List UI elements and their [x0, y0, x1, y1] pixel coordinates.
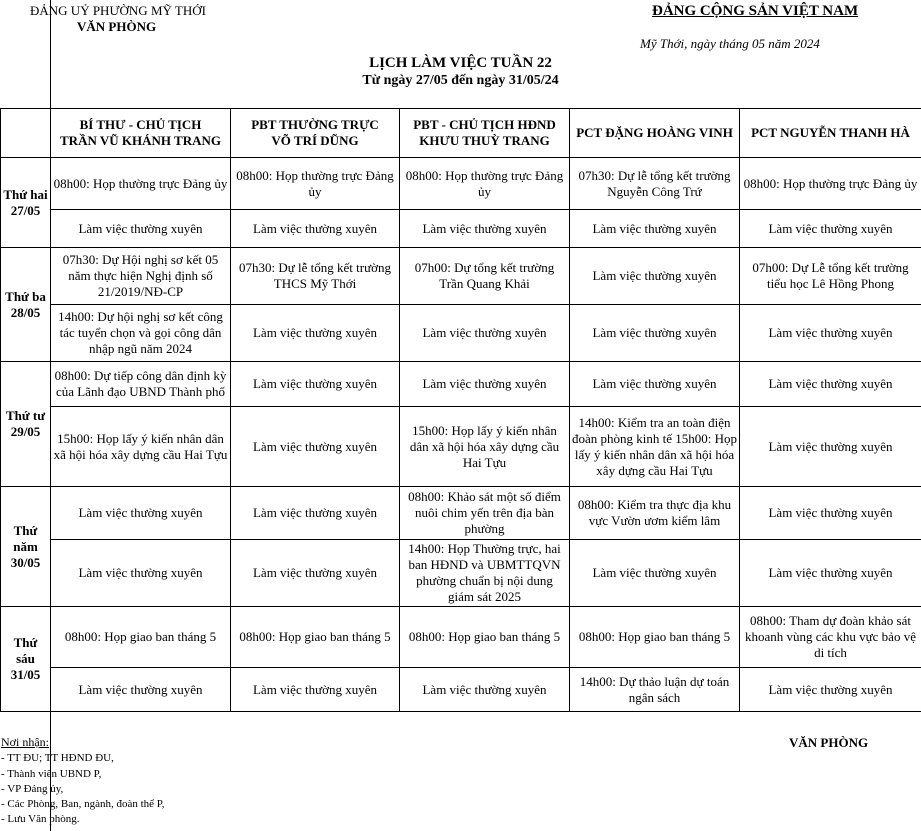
schedule-cell: 08h00: Khảo sát một số điểm nuôi chim yến trên địa bàn phường — [400, 487, 570, 540]
schedule-cell: Làm việc thường xuyên — [570, 540, 740, 607]
recipients-title: Nơi nhận: — [1, 735, 50, 749]
document-title: LỊCH LÀM VIỆC TUẦN 22 — [369, 55, 552, 71]
schedule-cell: Làm việc thường xuyên — [570, 362, 740, 407]
schedule-cell: 08h00: Họp giao ban tháng 5 — [51, 607, 231, 668]
schedule-cell: 14h00: Kiểm tra an toàn điện đoàn phòng kinh tế 15h00: Họp lấy ý kiến nhân dân xã hội hóa xây dựng cầu Hai Tựu — [570, 407, 740, 487]
schedule-cell: Làm việc thường xuyên — [740, 487, 921, 540]
day-cell: Thứ ba 28/05 — [1, 248, 51, 362]
column-header: PCT ĐẶNG HOÀNG VINH — [570, 109, 740, 158]
table-row — [1, 248, 921, 305]
schedule-cell: Làm việc thường xuyên — [740, 540, 921, 607]
table-row — [1, 210, 921, 248]
schedule-cell: Làm việc thường xuyên — [400, 362, 570, 407]
office-name: VĂN PHÒNG — [77, 19, 157, 34]
schedule-table — [0, 108, 921, 712]
recipient-item: - Lưu Văn phòng. — [1, 813, 80, 825]
schedule-cell: Làm việc thường xuyên — [740, 305, 921, 362]
schedule-cell: Làm việc thường xuyên — [570, 248, 740, 305]
schedule-cell: 07h00: Dự tổng kết trường Trần Quang Khải — [400, 248, 570, 305]
schedule-cell: 14h00: Họp Thường trực, hai ban HĐND và UBMTTQVN phường chuẩn bị nội dung giám sát 2025 — [400, 540, 570, 607]
recipient-item: - TT ĐU; TT HĐND ĐU, — [1, 752, 114, 764]
schedule-cell: Làm việc thường xuyên — [51, 540, 231, 607]
schedule-cell: Làm việc thường xuyên — [570, 305, 740, 362]
schedule-cell: Làm việc thường xuyên — [400, 210, 570, 248]
schedule-cell: Làm việc thường xuyên — [51, 210, 231, 248]
schedule-cell: 08h00: Họp giao ban tháng 5 — [231, 607, 400, 668]
table-row — [1, 305, 921, 362]
schedule-cell: Làm việc thường xuyên — [740, 407, 921, 487]
schedule-cell: 14h00: Dự hội nghị sơ kết công tác tuyển chọn và gọi công dân nhập ngũ năm 2024 — [51, 305, 231, 362]
schedule-cell: Làm việc thường xuyên — [51, 487, 231, 540]
schedule-cell: 08h00: Kiểm tra thực địa khu vực Vườn ươm kiểm lâm — [570, 487, 740, 540]
schedule-cell: 08h00: Họp giao ban tháng 5 — [400, 607, 570, 668]
schedule-cell: Làm việc thường xuyên — [231, 668, 400, 712]
document-subtitle: Từ ngày 27/05 đến ngày 31/05/24 — [362, 73, 559, 88]
table-row — [1, 158, 921, 210]
schedule-cell: Làm việc thường xuyên — [400, 668, 570, 712]
schedule-cell: 07h00: Dự Lễ tổng kết trường tiểu học Lê Hồng Phong — [740, 248, 921, 305]
day-cell: Thứ hai 27/05 — [1, 158, 51, 248]
schedule-cell: 08h00: Họp thường trực Đảng ủy — [231, 158, 400, 210]
schedule-cell: Làm việc thường xuyên — [231, 407, 400, 487]
schedule-cell: 07h30: Dự lễ tổng kết trường Nguyễn Công Trứ — [570, 158, 740, 210]
column-header: BÍ THƯ - CHỦ TỊCH TRẦN VŨ KHÁNH TRANG — [51, 109, 231, 158]
schedule-cell: 15h00: Họp lấy ý kiến nhân dân xã hội hóa xây dựng cầu Hai Tựu — [51, 407, 231, 487]
dateline: Mỹ Thới, ngày tháng 05 năm 2024 — [640, 36, 820, 51]
schedule-cell: 08h00: Họp thường trực Đảng ủy — [400, 158, 570, 210]
org-name: ĐẢNG UỶ PHƯỜNG MỸ THỚI — [30, 3, 206, 18]
schedule-cell: 08h00: Họp giao ban tháng 5 — [570, 607, 740, 668]
schedule-cell: Làm việc thường xuyên — [740, 210, 921, 248]
schedule-cell: 08h00: Dự tiếp công dân định kỳ của Lãnh đạo UBND Thành phố — [51, 362, 231, 407]
schedule-cell: Làm việc thường xuyên — [231, 487, 400, 540]
schedule-cell: Làm việc thường xuyên — [231, 305, 400, 362]
schedule-cell: 07h30: Dự Hội nghị sơ kết 05 năm thực hiện Nghị định số 21/2019/NĐ-CP — [51, 248, 231, 305]
schedule-cell: Làm việc thường xuyên — [400, 305, 570, 362]
schedule-cell: Làm việc thường xuyên — [570, 210, 740, 248]
recipient-item: - Thành viên UBND P, — [1, 768, 102, 780]
day-cell: Thứ tư 29/05 — [1, 362, 51, 487]
day-header — [1, 109, 51, 158]
column-header: PBT - CHỦ TỊCH HĐND KHƯU THUỲ TRANG — [400, 109, 570, 158]
schedule-cell: 08h00: Họp thường trực Đảng ủy — [740, 158, 921, 210]
schedule-cell: Làm việc thường xuyên — [740, 668, 921, 712]
schedule-cell: Làm việc thường xuyên — [231, 210, 400, 248]
party-name: ĐẢNG CỘNG SẢN VIỆT NAM — [652, 3, 859, 19]
schedule-cell: 07h30: Dự lễ tổng kết trường THCS Mỹ Thới — [231, 248, 400, 305]
schedule-cell: Làm việc thường xuyên — [740, 362, 921, 407]
table-row — [1, 668, 921, 712]
recipient-item: - Các Phòng, Ban, ngành, đoàn thể P, — [1, 798, 165, 810]
column-header: PCT NGUYỄN THANH HÀ — [740, 109, 921, 158]
schedule-cell: Làm việc thường xuyên — [51, 668, 231, 712]
schedule-cell: 08h00: Tham dự đoàn khảo sát khoanh vùng các khu vực bảo vệ di tích — [740, 607, 921, 668]
day-cell: Thứ năm 30/05 — [1, 487, 51, 607]
signature-office: VĂN PHÒNG — [789, 735, 869, 750]
table-row — [1, 362, 921, 407]
table-row — [1, 607, 921, 668]
table-row — [1, 407, 921, 487]
header-row — [1, 109, 921, 158]
column-header: PBT THƯỜNG TRỰC VÕ TRÍ DŨNG — [231, 109, 400, 158]
table-row — [1, 540, 921, 607]
table-row — [1, 487, 921, 540]
schedule-cell: Làm việc thường xuyên — [231, 540, 400, 607]
schedule-cell: 15h00: Họp lấy ý kiến nhân dân xã hội hóa xây dựng cầu Hai Tựu — [400, 407, 570, 487]
day-cell: Thứ sáu 31/05 — [1, 607, 51, 712]
schedule-cell: Làm việc thường xuyên — [231, 362, 400, 407]
recipient-item: - VP Đảng ủy, — [1, 783, 64, 795]
schedule-cell: 14h00: Dự thảo luận dự toán ngân sách — [570, 668, 740, 712]
schedule-cell: 08h00: Họp thường trực Đảng ủy — [51, 158, 231, 210]
